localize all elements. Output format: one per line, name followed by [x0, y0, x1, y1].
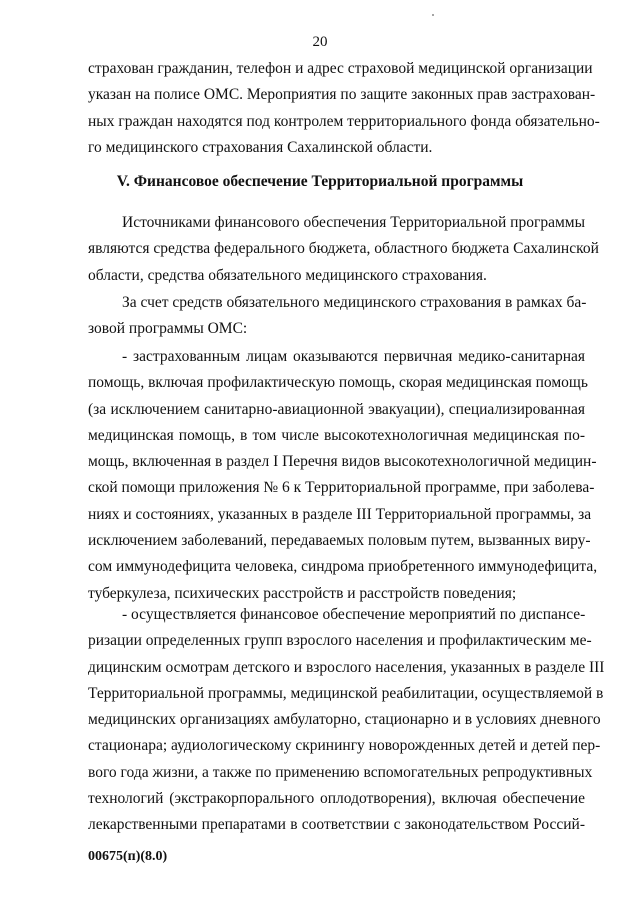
paragraph-funding-sources: [88, 210, 599, 289]
paragraph-line: стационара; аудиологическому скринингу новорожденных детей и детей пер-: [88, 737, 601, 755]
paragraph-line: медицинских организациях амбулаторно, стационарно и в условиях дневного: [88, 711, 601, 729]
paragraph-line: являются средства федерального бюджета, областного бюджета Сахалинской: [88, 240, 599, 258]
paragraph-line: сом иммунодефицита человека, синдрома приобретенного иммунодефицита,: [88, 558, 598, 576]
paragraph-line: области, средства обязательного медицинского страхования.: [88, 266, 487, 284]
intro-paragraph: [88, 56, 600, 161]
paragraph-line: исключением заболеваний, передаваемых половым путем, вызванных виру-: [88, 532, 591, 550]
paragraph-oms-intro: [88, 290, 585, 343]
intro-line-4: го медицинского страхования Сахалинской области.: [88, 138, 433, 156]
scan-speck: [432, 14, 434, 16]
paragraph-line: медицинская помощь, в том числе высокотехнологичная медицинская по-: [88, 426, 585, 444]
paragraph-line: дицинским осмотрам детского и взрослого населения, указанных в разделе III: [88, 658, 605, 676]
paragraph-line: ризации определенных групп взрослого населения и профилактическим ме-: [88, 632, 592, 650]
paragraph-line: Источниками финансового обеспечения Территориальной программы: [122, 214, 585, 231]
paragraph-line: мощь, включенная в раздел I Перечня видов высокотехнологичной медицин-: [88, 453, 597, 471]
paragraph-line: зовой программы ОМС:: [88, 320, 248, 338]
intro-line-3: ных граждан находятся под контролем территориального фонда обязательно-: [88, 112, 600, 130]
paragraph-line: За счет средств обязательного медицинского страхования в рамках ба-: [122, 294, 587, 311]
section-heading: V. Финансовое обеспечение Территориальной программы: [116, 173, 524, 190]
paragraph-line: ской помощи приложения № 6 к Территориальной программе, при заболева-: [88, 479, 595, 497]
intro-line-1: страхован гражданин, телефон и адрес страховой медицинской организации: [88, 60, 593, 77]
paragraph-line: помощь, включая профилактическую помощь, скорая медицинская помощь: [88, 374, 588, 392]
paragraph-line: ниях и состояниях, указанных в разделе III Территориальной программы, за: [88, 505, 592, 523]
page-number: 20: [312, 34, 328, 50]
paragraph-insured-persons: [88, 344, 598, 607]
paragraph-line: Территориальной программы, медицинской реабилитации, осуществляемой в: [88, 684, 604, 702]
paragraph-line: - застрахованным лицам оказываются первичная медико-санитарная: [122, 348, 585, 365]
paragraph-line: - осуществляется финансовое обеспечение мероприятий по диспансе-: [122, 606, 586, 623]
paragraph-line: (за исключением санитарно-авиационной эвакуации), специализированная: [88, 400, 585, 418]
paragraph-line: технологий (экстракорпорального оплодотворения), включая обеспечение: [88, 790, 585, 808]
paragraph-line: вого года жизни, а также по применению вспомогательных репродуктивных: [88, 763, 593, 781]
intro-line-2: указан на полисе ОМС. Мероприятия по защите законных прав застрахован-: [88, 86, 596, 104]
paragraph-line: туберкулеза, психических расстройств и расстройств поведения;: [88, 584, 517, 602]
paragraph-dispensarization: [88, 602, 605, 839]
document-code: 00675(п)(8.0): [88, 849, 168, 864]
paragraph-line: лекарственными препаратами в соответствии с законодательством Россий-: [88, 816, 585, 834]
